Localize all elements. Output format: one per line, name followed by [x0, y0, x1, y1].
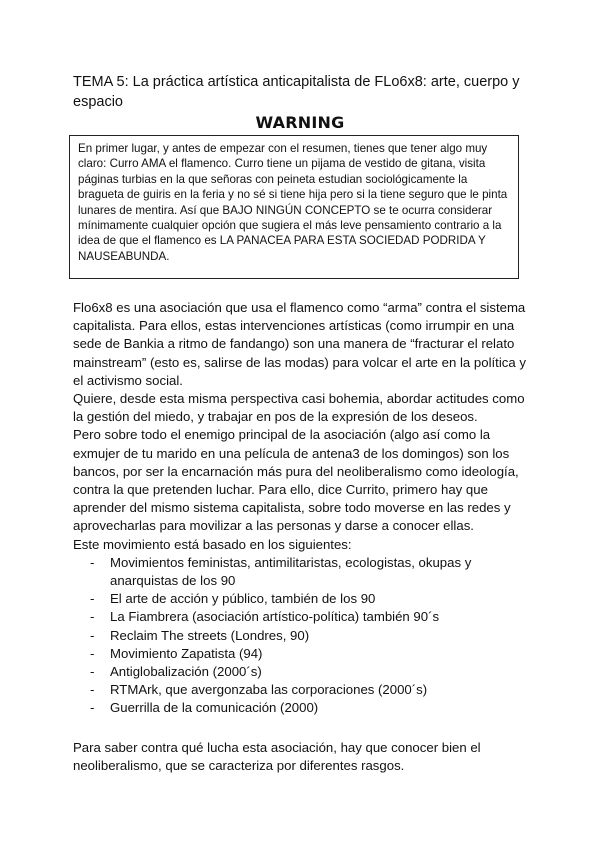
- movements-list: [73, 554, 533, 718]
- list-marker: -: [90, 591, 95, 607]
- list-item-text: Movimiento Zapatista (94): [110, 645, 263, 661]
- list-marker: -: [90, 627, 95, 643]
- list-marker: -: [90, 645, 95, 661]
- list-item: [73, 681, 533, 699]
- warning-text: En primer lugar, y antes de empezar con el resumen, tienes que tener algo muy claro: Curro AMA el flamenco. Curro tiene un pijama de vestido de gitana, visita páginas turbias en la que señoras con peineta estudian sociológicamente la bragueta de guiris en la feria y no sé si tiene hija pero si la tiene seguro que le pinta lunares de mentira. Así que BAJO NINGÚN CONCEPTO se te ocurra considerar mínimamente cualquier opción que sugiera el más leve pensamiento contrario a la idea de que el flamenco es LA PANACEA PARA ESTA SOCIEDAD PODRIDA Y NAUSEABUNDA.: [78, 142, 508, 263]
- list-item-text: Guerrilla de la comunicación (2000): [110, 700, 319, 716]
- paragraph: Este movimiento está basado en los siguientes:: [73, 536, 352, 552]
- list-item-text: Reclaim The streets (Londres, 90): [110, 627, 310, 643]
- list-marker: -: [90, 664, 95, 680]
- list-item-text: Movimientos feministas, antimilitaristas, ecologistas, okupas y anarquistas de los 90: [110, 554, 472, 589]
- list-marker: -: [90, 609, 95, 625]
- warning-box: [69, 135, 519, 279]
- list-item: [73, 699, 533, 717]
- paragraph: Pero sobre todo el enemigo principal de la asociación (algo así como la exmujer de tu marido en una película de antena3 de los domingos) son los bancos, por ser la encarnación más pura del neoliberalismo como ideología, contra la que pretenden luchar. Para ello, dice Currito, primero hay que aprender del mismo sistema capitalista, sobre todo moverse en las redes y aprovecharlas para movilizar a las personas y darse a conocer ellas.: [73, 427, 519, 534]
- list-item-text: La Fiambrera (asociación artístico-política) también 90´s: [110, 609, 440, 625]
- list-item: [73, 608, 533, 626]
- list-item: [73, 645, 533, 663]
- document-title: TEMA 5: La práctica artística anticapitalista de FLo6x8: arte, cuerpo y espacio: [73, 74, 520, 110]
- closing-paragraph: Para saber contra qué lucha esta asociación, hay que conocer bien el neoliberalismo, que se caracteriza por diferentes rasgos.: [73, 740, 481, 774]
- list-item: [73, 627, 533, 645]
- list-item: [73, 590, 533, 608]
- paragraph: Quiere, desde esta misma perspectiva casi bohemia, abordar actitudes como la gestión del miedo, y trabajar en pos de la expresión de los deseos.: [73, 391, 525, 425]
- list-item-text: RTMArk, que avergonzaba las corporaciones (2000´s): [110, 682, 428, 698]
- list-marker: -: [90, 554, 95, 570]
- paragraph: Flo6x8 es una asociación que usa el flamenco como “arma” contra el sistema capitalista. Para ellos, estas intervenciones artísticas (como irrumpir en una sede de Bankia a ritmo de fandango) son una manera de “fracturar el relato mainstream” (esto es, salirse de las modas) para volcar el arte en la política y el activismo social.: [73, 300, 526, 388]
- list-item: [73, 663, 533, 681]
- list-marker: -: [90, 700, 95, 716]
- body-text: [73, 299, 533, 718]
- warning-heading: WARNING: [255, 113, 345, 132]
- list-item: [73, 554, 533, 590]
- list-marker: -: [90, 682, 95, 698]
- list-item-text: El arte de acción y público, también de los 90: [110, 591, 376, 607]
- list-item-text: Antiglobalización (2000´s): [110, 664, 262, 680]
